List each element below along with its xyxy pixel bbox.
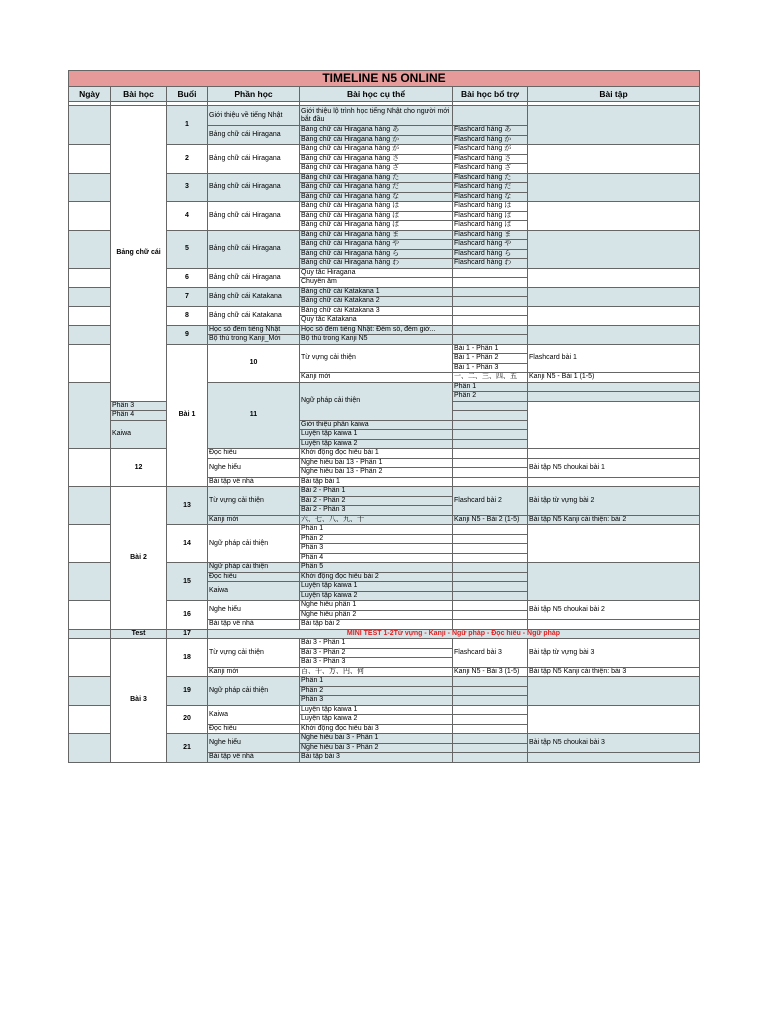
support-cell: Flashcard hàng た xyxy=(453,173,528,183)
header-buoi: Buổi xyxy=(167,87,208,102)
specific-cell: Nghe hiểu phần 1 xyxy=(300,601,453,611)
part-cell: Kaiwa xyxy=(208,705,300,724)
specific-cell: Nghe hiểu phần 2 xyxy=(300,610,453,620)
support-cell xyxy=(453,686,528,696)
part-cell: Nghe hiểu xyxy=(208,458,300,477)
day-cell xyxy=(69,306,111,325)
session-number: 9 xyxy=(167,325,208,344)
exercise-cell xyxy=(528,677,700,706)
part-cell: Từ vựng cải thiện xyxy=(300,344,453,373)
support-cell xyxy=(453,449,528,459)
support-cell xyxy=(453,297,528,307)
support-cell xyxy=(453,743,528,753)
support-cell: Kanji N5 - Bài 3 (1-5) xyxy=(453,667,528,677)
lesson-bai-2: Bài 2 xyxy=(111,487,167,630)
support-cell xyxy=(453,525,528,535)
day-cell xyxy=(69,268,111,287)
support-cell xyxy=(453,705,528,715)
support-cell: Flashcard hàng ば xyxy=(453,211,528,221)
support-cell xyxy=(453,753,528,763)
header-bai-hoc-cu-the: Bài học cụ thể xyxy=(300,87,453,102)
specific-cell: Bài 1 - Phần 3 xyxy=(453,363,528,373)
specific-cell: Nghe hiểu bài 3 - Phần 2 xyxy=(300,743,453,753)
specific-cell: 六、七、八、九、十 xyxy=(300,515,453,525)
specific-cell: Nghe hiểu bài 13 - Phần 1 xyxy=(300,458,453,468)
header-bai-hoc-bo-tro: Bài học bổ trợ xyxy=(453,87,528,102)
session-number: 10 xyxy=(208,344,300,382)
exercise-cell: Bài tập N5 choukai bài 1 xyxy=(528,458,700,477)
specific-cell: Chuyển âm xyxy=(300,278,453,288)
support-cell xyxy=(453,325,528,335)
part-cell: Ngữ pháp cải thiện xyxy=(208,525,300,563)
support-cell xyxy=(453,553,528,563)
session-number: 5 xyxy=(167,230,208,268)
part-cell: Bộ thủ trong Kanji_Mới xyxy=(208,335,300,345)
part-cell: Bài tập về nhà xyxy=(208,753,300,763)
specific-cell: Giới thiệu lộ trình học tiếng Nhật cho người mới bắt đầu xyxy=(300,106,453,126)
specific-cell: Bảng chữ cái Hiragana hàng ま xyxy=(300,230,453,240)
day-cell xyxy=(69,344,111,382)
day-cell xyxy=(69,705,111,734)
session-number: 14 xyxy=(167,525,208,563)
day-cell xyxy=(69,525,111,563)
lesson-bai-3: Bài 3 xyxy=(111,639,167,763)
header-ngay: Ngày xyxy=(69,87,111,102)
exercise-cell xyxy=(528,563,700,601)
specific-cell: Bài 2 - Phần 3 xyxy=(300,506,453,516)
lesson-bang-chu-cai: Bảng chữ cái xyxy=(111,106,167,402)
specific-cell: Quy tắc Hiragana xyxy=(300,268,453,278)
specific-cell: Luyện tập kaiwa 2 xyxy=(300,715,453,725)
specific-cell: Phần 2 xyxy=(453,392,528,402)
session-number: 13 xyxy=(167,487,208,525)
specific-cell: Bài 3 - Phần 2 xyxy=(300,648,453,658)
support-cell: Flashcard hàng は xyxy=(453,202,528,212)
exercise-cell: Bài tập N5 choukai bài 2 xyxy=(528,601,700,620)
exercise-cell: Bài tập từ vựng bài 3 xyxy=(528,639,700,668)
specific-cell: Bảng chữ cái Hiragana hàng な xyxy=(300,192,453,202)
support-cell xyxy=(453,563,528,573)
session-number: 11 xyxy=(208,382,300,449)
part-cell: Kanji mới xyxy=(208,515,300,525)
support-cell: Flashcard bài 2 xyxy=(453,487,528,516)
support-cell xyxy=(453,439,528,449)
support-cell xyxy=(453,306,528,316)
part-cell: Bảng chữ cái Hiragana xyxy=(208,202,300,231)
day-cell xyxy=(69,287,111,306)
support-cell xyxy=(453,335,528,345)
specific-cell: Bảng chữ cái Hiragana hàng や xyxy=(300,240,453,250)
specific-cell: Phần 5 xyxy=(300,563,453,573)
part-cell: Từ vựng cải thiện xyxy=(208,639,300,668)
support-cell xyxy=(453,534,528,544)
lesson-bai-1: Bài 1 xyxy=(167,344,208,487)
specific-cell: Bộ thủ trong Kanji N5 xyxy=(300,335,453,345)
exercise-cell xyxy=(528,202,700,231)
specific-cell: Bảng chữ cái Hiragana hàng わ xyxy=(300,259,453,269)
day-cell xyxy=(69,325,111,344)
support-cell xyxy=(453,544,528,554)
specific-cell: Nghe hiểu bài 13 - Phần 2 xyxy=(300,468,453,478)
exercise-cell xyxy=(528,705,700,734)
support-cell xyxy=(453,734,528,744)
specific-cell: 一、二、三、四、五 xyxy=(453,373,528,383)
part-cell: Ngữ pháp cải thiện xyxy=(208,677,300,706)
specific-cell: 百、千、万、円、何 xyxy=(300,667,453,677)
specific-cell: Phần 3 xyxy=(300,696,453,706)
session-number: 12 xyxy=(111,449,167,487)
day-cell xyxy=(69,734,111,763)
support-cell: Flashcard hàng が xyxy=(453,145,528,155)
specific-cell: Luyện tập kaiwa 1 xyxy=(300,705,453,715)
part-cell: Kanji mới xyxy=(300,373,453,383)
session-number: 8 xyxy=(167,306,208,325)
day-cell xyxy=(69,382,111,449)
part-cell: Bài tập về nhà xyxy=(208,620,300,630)
part-cell: Từ vựng cải thiện xyxy=(208,487,300,516)
exercise-cell xyxy=(528,620,700,630)
specific-cell: Luyện tập kaiwa 1 xyxy=(300,582,453,592)
part-cell: Nghe hiểu xyxy=(208,601,300,620)
specific-cell: Bảng chữ cái Hiragana hàng だ xyxy=(300,183,453,193)
day-cell xyxy=(69,106,111,145)
support-cell xyxy=(453,582,528,592)
specific-cell: Luyện tập kaiwa 2 xyxy=(300,591,453,601)
part-cell: Kaiwa xyxy=(111,420,167,449)
part-cell: Bảng chữ cái Hiragana xyxy=(208,268,300,287)
day-cell xyxy=(69,639,111,677)
session-number: 21 xyxy=(167,734,208,763)
part-cell: Đọc hiểu xyxy=(208,449,300,459)
specific-cell: Bảng chữ cái Hiragana hàng が xyxy=(300,145,453,155)
support-cell xyxy=(453,677,528,687)
support-cell xyxy=(453,430,528,440)
part-cell: Bảng chữ cái Hiragana xyxy=(208,145,300,174)
support-cell: Flashcard hàng さ xyxy=(453,154,528,164)
exercise-cell: Bài tập N5 Kanji cải thiện: bài 2 xyxy=(528,515,700,525)
specific-cell: Bảng chữ cái Katakana 1 xyxy=(300,287,453,297)
day-cell xyxy=(69,202,111,231)
header-phan-hoc: Phần học xyxy=(208,87,300,102)
support-cell: Flashcard hàng な xyxy=(453,192,528,202)
part-cell: Giới thiệu về tiếng Nhật xyxy=(208,106,300,126)
exercise-cell xyxy=(528,325,700,344)
specific-cell: Bảng chữ cái Hiragana hàng ら xyxy=(300,249,453,259)
specific-cell: Khởi động đọc hiểu bài 1 xyxy=(300,449,453,459)
support-cell xyxy=(528,382,700,392)
part-cell: Ngữ pháp cải thiện xyxy=(300,382,453,420)
part-cell: Ngữ pháp cải thiện xyxy=(208,563,300,573)
specific-cell: Bài 3 - Phần 1 xyxy=(300,639,453,649)
support-cell xyxy=(453,601,528,611)
specific-cell: Bài 1 - Phần 1 xyxy=(453,344,528,354)
part-cell: Học số đếm tiếng Nhật xyxy=(208,325,300,335)
specific-cell: Giới thiệu phần kaiwa xyxy=(300,420,453,430)
support-cell: Flashcard bài 3 xyxy=(453,639,528,668)
support-cell xyxy=(453,401,528,411)
session-number: 4 xyxy=(167,202,208,231)
specific-cell: Bài tập bài 1 xyxy=(300,477,453,487)
support-cell: Flashcard hàng あ xyxy=(453,126,528,136)
specific-cell: Bảng chữ cái Hiragana hàng ぱ xyxy=(300,221,453,231)
session-number: 18 xyxy=(167,639,208,677)
part-cell: Bảng chữ cái Katakana xyxy=(208,306,300,325)
specific-cell: Phần 4 xyxy=(300,553,453,563)
exercise-cell: Bài tập N5 Kanji cải thiện: bài 3 xyxy=(528,667,700,677)
session-number: 2 xyxy=(167,145,208,174)
support-cell xyxy=(453,411,528,421)
support-cell xyxy=(453,458,528,468)
specific-cell: Bài 1 - Phần 2 xyxy=(453,354,528,364)
exercise-cell xyxy=(528,173,700,202)
day-cell xyxy=(69,563,111,601)
exercise-cell xyxy=(528,287,700,306)
exercise-cell: Bài tập N5 choukai bài 3 xyxy=(528,734,700,753)
day-cell xyxy=(69,173,111,202)
support-cell xyxy=(453,696,528,706)
support-cell: Kanji N5 - Bài 2 (1-5) xyxy=(453,515,528,525)
support-cell: Flashcard hàng か xyxy=(453,135,528,145)
session-number: 17 xyxy=(167,629,208,639)
exercise-cell xyxy=(528,145,700,174)
specific-cell: Khởi động đọc hiểu bài 3 xyxy=(300,724,453,734)
day-cell xyxy=(69,677,111,706)
support-cell xyxy=(453,724,528,734)
exercise-cell xyxy=(528,230,700,268)
support-cell: Flashcard hàng ざ xyxy=(453,164,528,174)
support-cell: Flashcard bài 1 xyxy=(528,344,700,373)
exercise-cell xyxy=(528,753,700,763)
part-cell: Bảng chữ cái Hiragana xyxy=(208,230,300,268)
exercise-cell xyxy=(528,106,700,145)
support-cell xyxy=(453,106,528,126)
specific-cell: Luyện tập kaiwa 2 xyxy=(300,439,453,449)
support-cell xyxy=(528,392,700,402)
day-cell xyxy=(69,145,111,174)
exercise-cell xyxy=(528,525,700,563)
specific-cell: Học số đếm tiếng Nhật: Đếm số, đếm giờ... xyxy=(300,325,453,335)
specific-cell: Bảng chữ cái Hiragana hàng ざ xyxy=(300,164,453,174)
support-cell xyxy=(453,468,528,478)
specific-cell: Nghe hiểu bài 3 - Phần 1 xyxy=(300,734,453,744)
specific-cell: Bài 2 - Phần 1 xyxy=(300,487,453,497)
exercise-cell xyxy=(528,477,700,487)
part-cell: Bảng chữ cái Hiragana xyxy=(208,173,300,202)
table-title: TIMELINE N5 ONLINE xyxy=(69,71,700,87)
support-cell xyxy=(453,591,528,601)
lesson-test: Test xyxy=(111,629,167,639)
part-cell: Kaiwa xyxy=(208,582,300,601)
mini-test-banner: MINI TEST 1-2Từ vựng - Kanji - Ngữ pháp - Đọc hiểu - Ngữ pháp xyxy=(208,629,700,639)
support-cell xyxy=(453,477,528,487)
day-cell xyxy=(69,629,111,639)
support-cell xyxy=(453,715,528,725)
support-cell: Flashcard hàng ら xyxy=(453,249,528,259)
session-number: 20 xyxy=(167,705,208,734)
support-cell: Flashcard hàng ま xyxy=(453,230,528,240)
part-cell: Nghe hiểu xyxy=(208,734,300,753)
part-cell: Kanji mới xyxy=(208,667,300,677)
exercise-cell xyxy=(528,449,700,459)
specific-cell: Khởi động đọc hiểu bài 2 xyxy=(300,572,453,582)
part-cell: Bài tập về nhà xyxy=(208,477,300,487)
specific-cell: Quy tắc Katakana xyxy=(300,316,453,326)
specific-cell: Bảng chữ cái Katakana 3 xyxy=(300,306,453,316)
specific-cell: Phần 1 xyxy=(300,525,453,535)
specific-cell: Phần 1 xyxy=(300,677,453,687)
support-cell xyxy=(453,420,528,430)
support-cell xyxy=(453,278,528,288)
support-cell xyxy=(453,316,528,326)
support-cell: Flashcard hàng ぱ xyxy=(453,221,528,231)
exercise-cell xyxy=(528,268,700,287)
specific-cell: Bảng chữ cái Katakana 2 xyxy=(300,297,453,307)
exercise-cell: Bài tập từ vựng bài 2 xyxy=(528,487,700,516)
day-cell xyxy=(69,487,111,525)
timeline-table xyxy=(68,70,700,763)
specific-cell: Phần 2 xyxy=(300,534,453,544)
day-cell xyxy=(69,230,111,268)
support-cell xyxy=(453,620,528,630)
header-bai-tap: Bài tập xyxy=(528,87,700,102)
part-cell: Đọc hiểu xyxy=(208,572,300,582)
support-cell xyxy=(453,610,528,620)
specific-cell: Bảng chữ cái Hiragana hàng ば xyxy=(300,211,453,221)
exercise-cell xyxy=(528,306,700,325)
specific-cell: Bảng chữ cái Hiragana hàng は xyxy=(300,202,453,212)
support-cell: Flashcard hàng だ xyxy=(453,183,528,193)
specific-cell: Bảng chữ cái Hiragana hàng さ xyxy=(300,154,453,164)
specific-cell: Bài 3 - Phần 3 xyxy=(300,658,453,668)
specific-cell: Bảng chữ cái Hiragana hàng あ xyxy=(300,126,453,136)
specific-cell: Phần 2 xyxy=(300,686,453,696)
support-cell xyxy=(453,572,528,582)
specific-cell: Luyện tập kaiwa 1 xyxy=(300,430,453,440)
specific-cell: Bảng chữ cái Hiragana hàng か xyxy=(300,135,453,145)
specific-cell: Phần 4 xyxy=(111,411,167,421)
support-cell xyxy=(453,268,528,278)
session-number: 16 xyxy=(167,601,208,630)
part-cell: Đọc hiểu xyxy=(208,724,300,734)
session-number: 1 xyxy=(167,106,208,145)
part-cell: Bảng chữ cái Hiragana xyxy=(208,126,300,145)
header-bai-hoc: Bài học xyxy=(111,87,167,102)
part-cell: Bảng chữ cái Katakana xyxy=(208,287,300,306)
session-number: 6 xyxy=(167,268,208,287)
session-number: 7 xyxy=(167,287,208,306)
support-cell: Flashcard hàng や xyxy=(453,240,528,250)
support-cell xyxy=(453,287,528,297)
specific-cell: Bài tập bài 3 xyxy=(300,753,453,763)
support-cell: Kanji N5 - Bài 1 (1-5) xyxy=(528,373,700,383)
specific-cell: Phần 3 xyxy=(111,401,167,411)
specific-cell: Bảng chữ cái Hiragana hàng た xyxy=(300,173,453,183)
specific-cell: Bài tập bài 2 xyxy=(300,620,453,630)
support-cell: Flashcard hàng わ xyxy=(453,259,528,269)
day-cell xyxy=(69,601,111,630)
day-cell xyxy=(69,449,111,487)
specific-cell: Phần 1 xyxy=(453,382,528,392)
specific-cell: Bài 2 - Phần 2 xyxy=(300,496,453,506)
session-number: 19 xyxy=(167,677,208,706)
session-number: 15 xyxy=(167,563,208,601)
specific-cell: Phần 3 xyxy=(300,544,453,554)
session-number: 3 xyxy=(167,173,208,202)
